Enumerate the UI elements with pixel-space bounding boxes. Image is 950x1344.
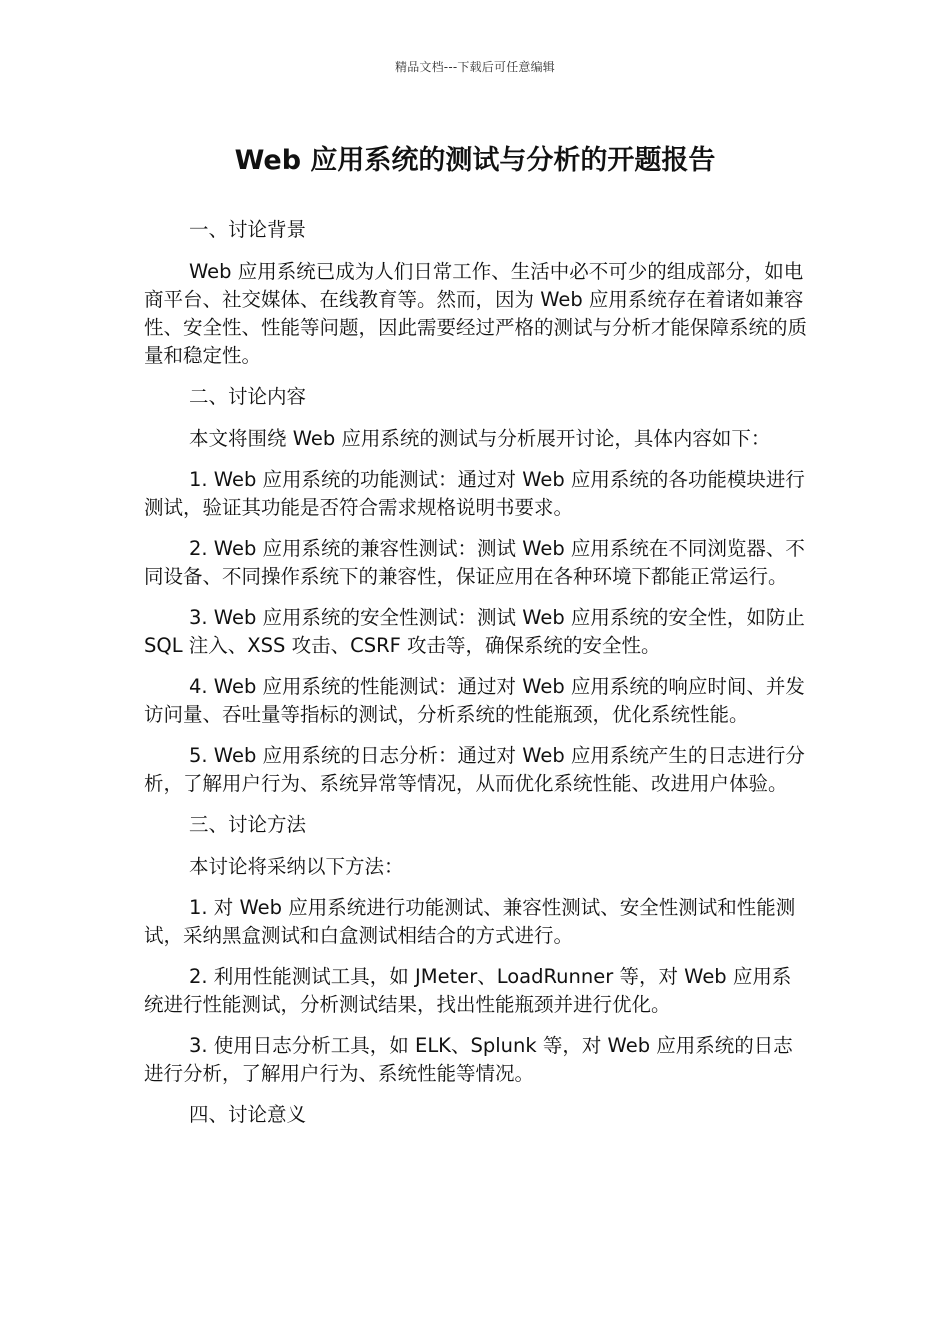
section-heading-method: 三、讨论方法 <box>189 813 307 836</box>
paragraph-background: Web 应用系统已成为人们日常工作、生活中必不可少的组成部分，如电商平台、社交媒体、在线教育等。然而，因为 Web 应用系统存在着诸如兼容性、安全性、性能等问题，因此需要经过严格的测试与分析才能保障系统的质量和稳定性。 <box>144 260 808 367</box>
list-item-security-test: 3. Web 应用系统的安全性测试：测试 Web 应用系统的安全性，如防止 SQL 注入、XSS 攻击、CSRF 攻击等，确保系统的安全性。 <box>144 606 805 657</box>
document-title: Web 应用系统的测试与分析的开题报告 <box>234 145 716 176</box>
list-item-method-log-tools: 3. 使用日志分析工具，如 ELK、Splunk 等，对 Web 应用系统的日志进行分析，了解用户行为、系统性能等情况。 <box>144 1034 793 1085</box>
paragraph-method-intro: 本讨论将采纳以下方法： <box>189 855 404 878</box>
list-item-method-performance-tools: 2. 利用性能测试工具，如 JMeter、LoadRunner 等，对 Web 应用系统进行性能测试，分析测试结果，找出性能瓶颈并进行优化。 <box>144 965 792 1016</box>
section-heading-significance: 四、讨论意义 <box>189 1103 307 1126</box>
list-item-log-analysis: 5. Web 应用系统的日志分析：通过对 Web 应用系统产生的日志进行分析，了解用户行为、系统异常等情况，从而优化系统性能、改进用户体验。 <box>144 744 805 795</box>
list-item-compatibility-test: 2. Web 应用系统的兼容性测试：测试 Web 应用系统在不同浏览器、不同设备、不同操作系统下的兼容性，保证应用在各种环境下都能正常运行。 <box>144 537 805 588</box>
section-heading-background: 一、讨论背景 <box>189 218 307 241</box>
paragraph-content-intro: 本文将围绕 Web 应用系统的测试与分析展开讨论，具体内容如下： <box>189 427 771 450</box>
section-heading-content: 二、讨论内容 <box>189 385 307 408</box>
list-item-performance-test: 4. Web 应用系统的性能测试：通过对 Web 应用系统的响应时间、并发访问量、吞吐量等指标的测试，分析系统的性能瓶颈，优化系统性能。 <box>144 675 805 726</box>
list-item-functional-test: 1. Web 应用系统的功能测试：通过对 Web 应用系统的各功能模块进行测试，验证其功能是否符合需求规格说明书要求。 <box>144 468 805 519</box>
header-note: 精品文档---下载后可任意编辑 <box>395 60 555 74</box>
list-item-method-testing: 1. 对 Web 应用系统进行功能测试、兼容性测试、安全性测试和性能测试，采纳黑盒测试和白盒测试相结合的方式进行。 <box>144 896 796 947</box>
document-body <box>144 216 810 1143</box>
